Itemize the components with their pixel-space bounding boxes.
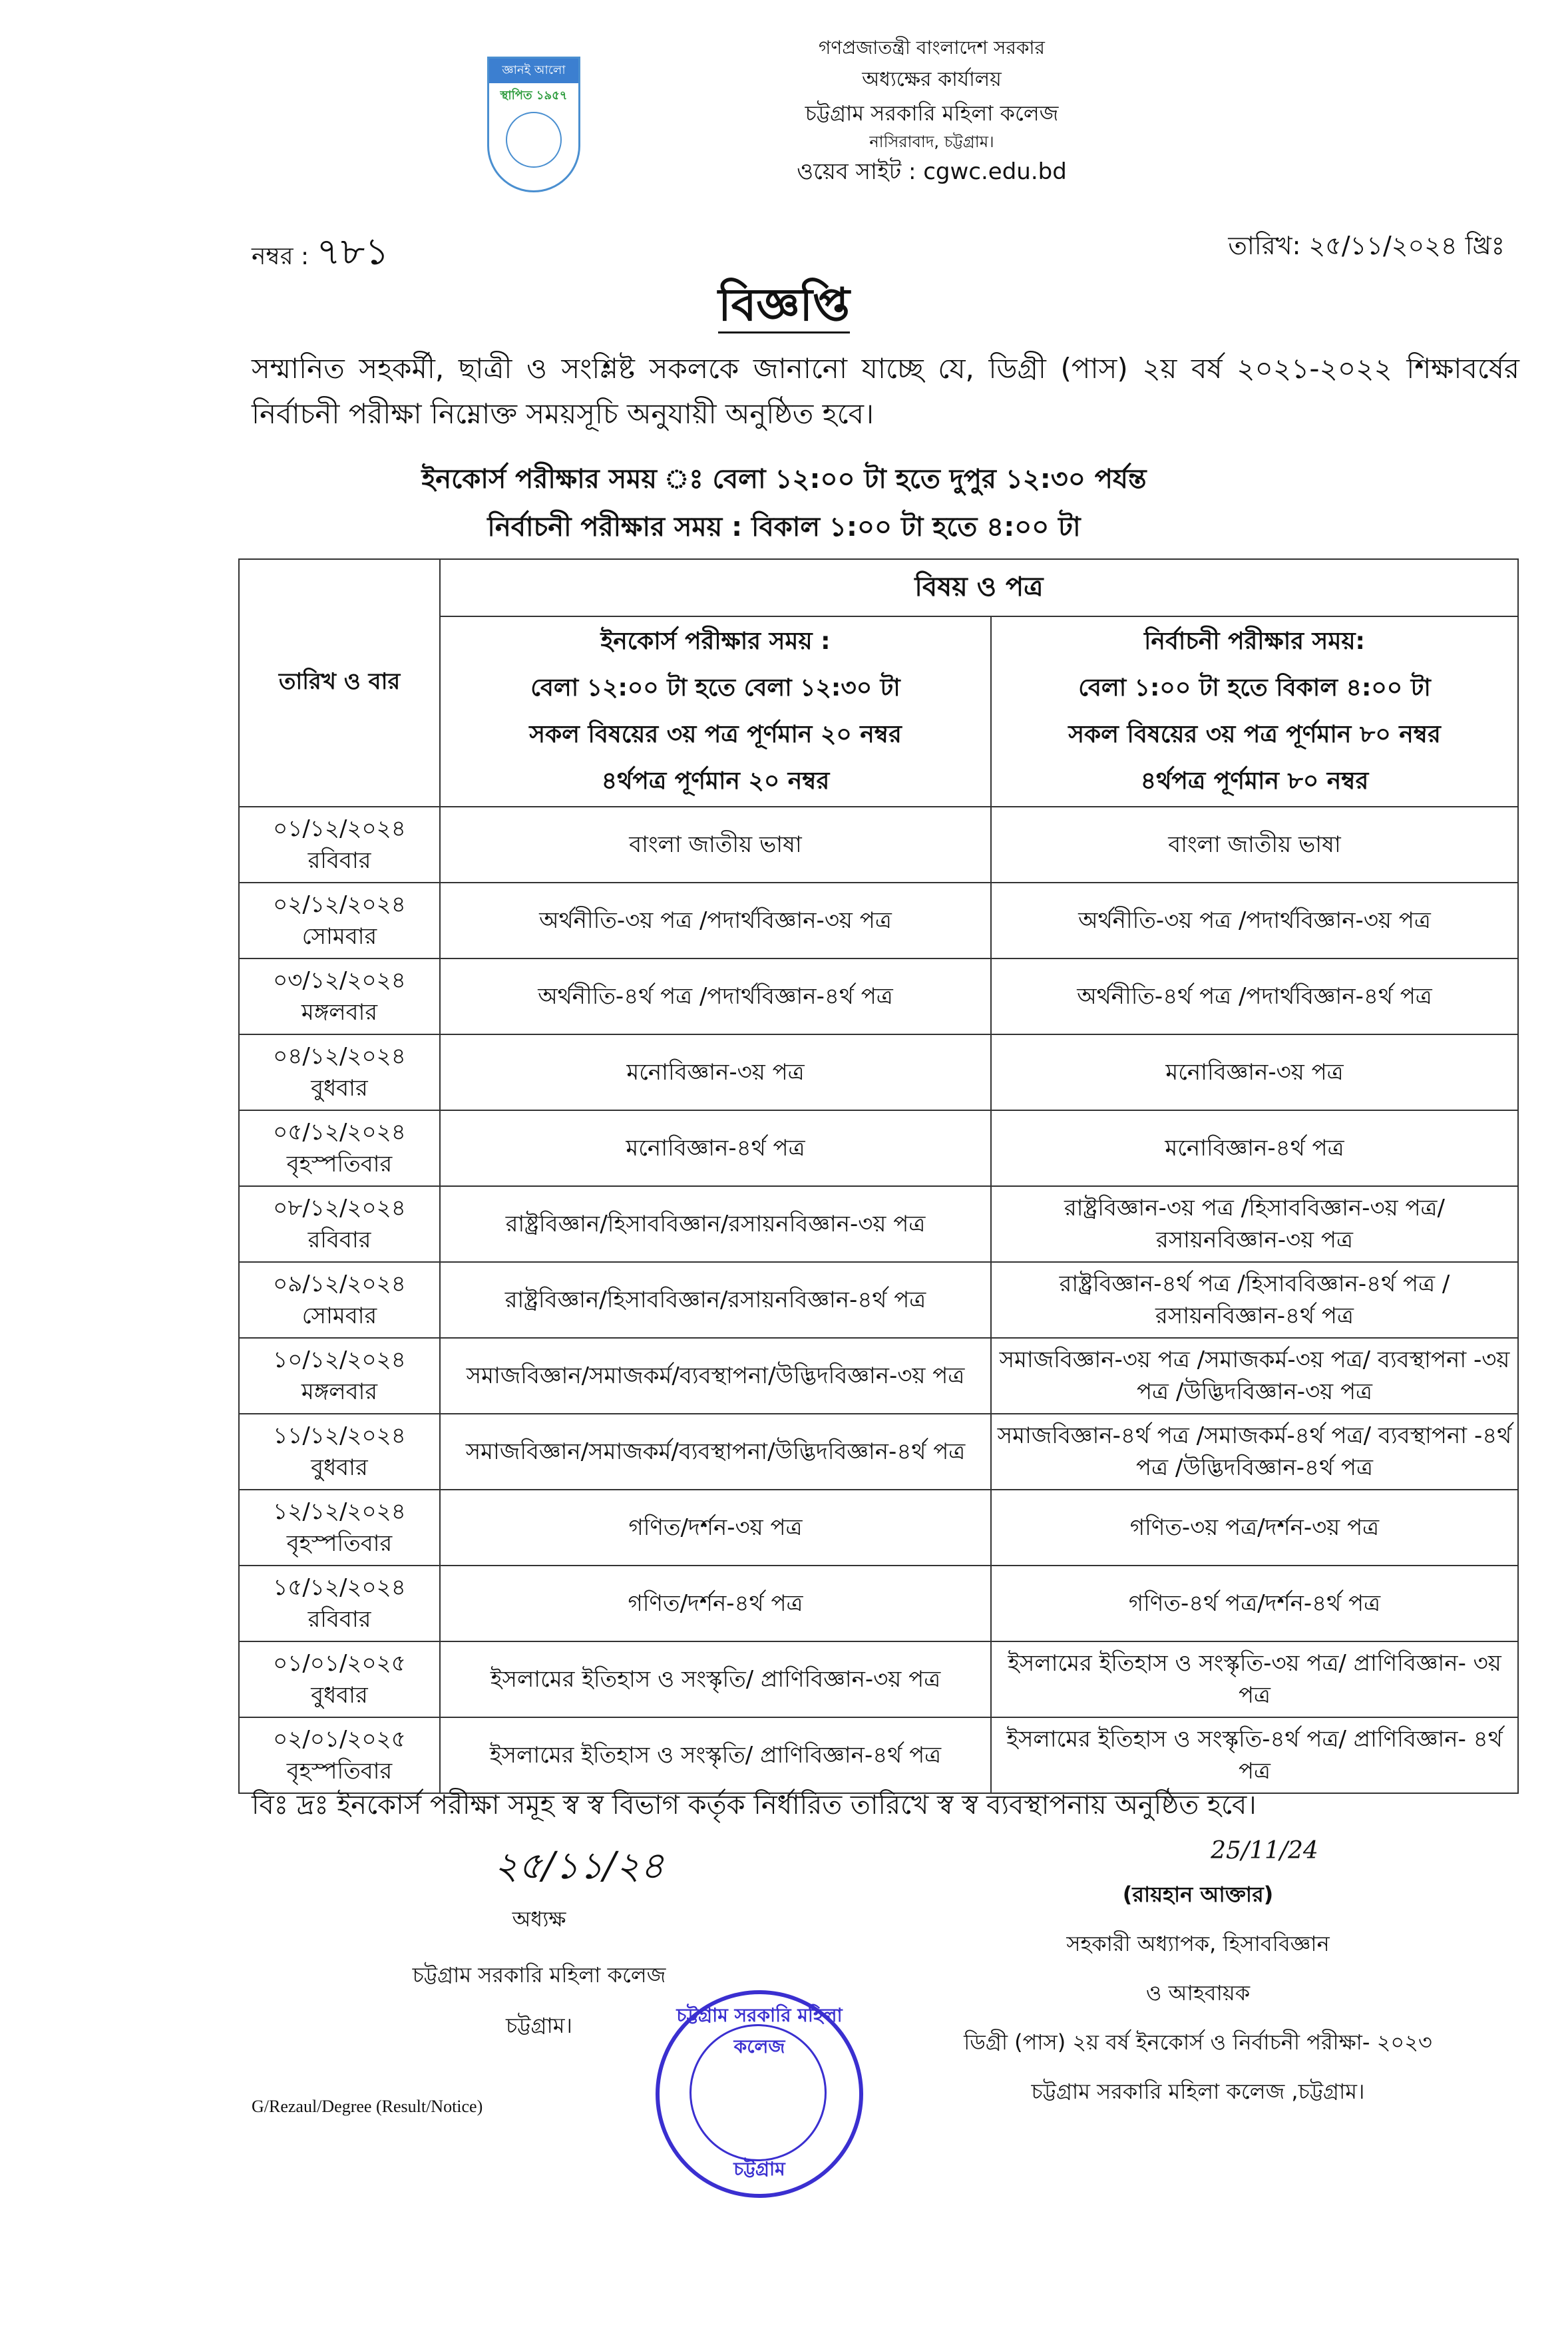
table-row — [239, 1034, 1518, 1110]
convener-committee: ডিগ্রী (পাস) ২য় বর্ষ ইনকোর্স ও নির্বাচনী পরীক্ষা- ২০২৩ — [964, 2029, 1432, 2055]
exam-date: ০২/১২/২০২৪ — [273, 891, 406, 918]
incourse-head-line: ইনকোর্স পরীক্ষার সময় : — [600, 628, 831, 655]
incourse-subject: অর্থনীতি-৪র্থ পত্র /পদার্থবিজ্ঞান-৪র্থ পত্র — [440, 958, 991, 1034]
exam-date: ০২/০১/২০২৫ — [273, 1726, 406, 1753]
date-cell — [239, 1717, 440, 1793]
incourse-subject: মনোবিজ্ঞান-৩য় পত্র — [440, 1034, 991, 1110]
exam-day: মঙ্গলবার — [301, 999, 378, 1026]
convener-designation: সহকারী অধ্যাপক, হিসাববিজ্ঞান — [1066, 1931, 1330, 1956]
incourse-subject: রাষ্ট্রবিজ্ঞান/হিসাববিজ্ঞান/রসায়নবিজ্ঞান-৩য় পত্র — [440, 1186, 991, 1262]
table-row — [239, 1490, 1518, 1566]
exam-date: ১৫/১২/২০২৪ — [273, 1574, 406, 1601]
exam-day: বৃহস্পতিবার — [286, 1151, 393, 1177]
date-cell — [239, 1034, 440, 1110]
table-row — [239, 1110, 1518, 1186]
exam-date: ০৪/১২/২০২৪ — [273, 1043, 406, 1070]
principal-signature-date: ২৫/১১/২৪ — [494, 1844, 664, 1888]
selection-subject: গণিত-৪র্থ পত্র/দর্শন-৪র্থ পত্র — [991, 1566, 1518, 1641]
incourse-subject: ইসলামের ইতিহাস ও সংস্কৃতি/ প্রাণিবিজ্ঞান-৪র্থ পত্র — [440, 1717, 991, 1793]
exam-day: রবিবার — [307, 1227, 371, 1253]
exam-day: রবিবার — [307, 1606, 371, 1633]
header-selection — [991, 616, 1518, 807]
selection-subject: মনোবিজ্ঞান-৩য় পত্র — [991, 1034, 1518, 1110]
office-name: অধ্যক্ষের কার্যালয় — [862, 68, 1002, 91]
table-row — [239, 1186, 1518, 1262]
exam-date: ০৫/১২/২০২৪ — [273, 1119, 406, 1146]
incourse-subject: মনোবিজ্ঞান-৪র্থ পত্র — [440, 1110, 991, 1186]
exam-date: ০৩/১২/২০২৪ — [273, 967, 406, 994]
exam-day: বুধবার — [311, 1454, 368, 1481]
convener-signature-block — [945, 1837, 1451, 2111]
college-logo — [487, 57, 580, 192]
selection-subject: বাংলা জাতীয় ভাষা — [991, 807, 1518, 883]
incourse-subject: অর্থনীতি-৩য় পত্র /পদার্থবিজ্ঞান-৩য় পত্র — [440, 883, 991, 958]
seal-bottom-text: চট্টগ্রাম — [733, 2158, 785, 2180]
header-incourse — [440, 616, 991, 807]
exam-date: ১০/১২/২০২৪ — [273, 1347, 406, 1373]
exam-day: রবিবার — [307, 847, 371, 874]
table-row — [239, 807, 1518, 883]
convener-college: চট্টগ্রাম সরকারি মহিলা কলেজ ,চট্টগ্রাম। — [1031, 2079, 1365, 2104]
footnote: বিঃ দ্রঃ ইনকোর্স পরীক্ষা সমূহ স্ব স্ব বিভাগ কর্তৃক নির্ধারিত তারিখে স্ব স্ব ব্যবস্থাপনায় অনুষ্ঠিত হবে। — [252, 1790, 1257, 1820]
date-cell — [239, 1110, 440, 1186]
convener-role: ও আহবায়ক — [1145, 1980, 1251, 2006]
date-cell — [239, 883, 440, 958]
exam-date: ০৮/১২/২০২৪ — [273, 1195, 406, 1221]
table-row — [239, 883, 1518, 958]
exam-day: বুধবার — [311, 1682, 368, 1709]
memo-label: নম্বর : — [252, 243, 309, 270]
selection-head-line: বেলা ১:০০ টা হতে বিকাল ৪:০০ টা — [1078, 674, 1431, 702]
incourse-time: ইনকোর্স পরীক্ষার সময় ঃ বেলা ১২:০০ টা হতে দুপুর ১২:৩০ পর্যন্ত — [421, 464, 1147, 495]
date-cell — [239, 958, 440, 1034]
incourse-head-line: সকল বিষয়ের ৩য় পত্র পূর্ণমান ২০ নম্বর — [529, 721, 902, 748]
notice-date: তারিখ: ২৫/১১/২০২৪ খ্রিঃ — [1228, 231, 1505, 260]
date-cell — [239, 1414, 440, 1490]
header-date-day: তারিখ ও বার — [239, 559, 440, 807]
exam-date: ০১/১২/২০২৪ — [273, 815, 406, 842]
selection-subject: গণিত-৩য় পত্র/দর্শন-৩য় পত্র — [991, 1490, 1518, 1566]
college-website: ওয়েব সাইট : cgwc.edu.bd — [797, 158, 1067, 185]
principal-city: চট্টগ্রাম। — [506, 2013, 572, 2038]
date-cell — [239, 1490, 440, 1566]
logo-emblem — [506, 112, 562, 168]
selection-head-line: সকল বিষয়ের ৩য় পত্র পূর্ণমান ৮০ নম্বর — [1068, 721, 1441, 748]
selection-subject: অর্থনীতি-৩য় পত্র /পদার্থবিজ্ঞান-৩য় পত্র — [991, 883, 1518, 958]
header-subject: বিষয় ও পত্র — [440, 559, 1518, 616]
incourse-subject: সমাজবিজ্ঞান/সমাজকর্ম/ব্যবস্থাপনা/উদ্ভিদবিজ্ঞান-৩য় পত্র — [440, 1338, 991, 1414]
principal-signature-block — [373, 1837, 705, 2045]
table-row — [239, 1414, 1518, 1490]
incourse-head-line: ৪র্থপত্র পূর্ণমান ২০ নম্বর — [601, 767, 830, 795]
incourse-subject: ইসলামের ইতিহাস ও সংস্কৃতি/ প্রাণিবিজ্ঞান-৩য় পত্র — [440, 1641, 991, 1717]
selection-subject: ইসলামের ইতিহাস ও সংস্কৃতি-৪র্থ পত্র/ প্রাণিবিজ্ঞান- ৪র্থ পত্র — [991, 1717, 1518, 1793]
exam-date: ০৯/১২/২০২৪ — [273, 1271, 406, 1297]
seal-top-text: চট্টগ্রাম সরকারি মহিলা কলেজ — [676, 2004, 843, 2057]
principal-college: চট্টগ্রাম সরকারি মহিলা কলেজ — [412, 1962, 666, 1988]
table-row — [239, 958, 1518, 1034]
table-row — [239, 1566, 1518, 1641]
incourse-subject: সমাজবিজ্ঞান/সমাজকর্ম/ব্যবস্থাপনা/উদ্ভিদবিজ্ঞান-৪র্থ পত্র — [440, 1414, 991, 1490]
college-seal — [656, 1990, 863, 2198]
selection-subject: ইসলামের ইতিহাস ও সংস্কৃতি-৩য় পত্র/ প্রাণিবিজ্ঞান- ৩য় পত্র — [991, 1641, 1518, 1717]
selection-subject: সমাজবিজ্ঞান-৩য় পত্র /সমাজকর্ম-৩য় পত্র/ ব্যবস্থাপনা -৩য় পত্র /উদ্ভিদবিজ্ঞান-৩য় পত্র — [991, 1338, 1518, 1414]
convener-signature-date: 25/11/24 — [1211, 1837, 1318, 1864]
exam-day: সোমবার — [301, 923, 377, 950]
exam-day: বুধবার — [311, 1075, 368, 1102]
date-cell — [239, 1338, 440, 1414]
logo-motto: জ্ঞানই আলো — [489, 59, 578, 83]
exam-day: মঙ্গলবার — [301, 1379, 378, 1405]
seal-emblem — [689, 2024, 827, 2161]
selection-subject: রাষ্ট্রবিজ্ঞান-৩য় পত্র /হিসাববিজ্ঞান-৩য় পত্র/ রসায়নবিজ্ঞান-৩য় পত্র — [991, 1186, 1518, 1262]
date-cell — [239, 1641, 440, 1717]
exam-date: ০১/০১/২০২৫ — [273, 1650, 406, 1677]
exam-date: ১১/১২/২০২৪ — [273, 1422, 406, 1449]
notice-title-text: বিজ্ঞপ্তি — [718, 279, 850, 333]
incourse-subject: গণিত/দর্শন-৪র্থ পত্র — [440, 1566, 991, 1641]
incourse-subject: রাষ্ট্রবিজ্ঞান/হিসাববিজ্ঞান/রসায়নবিজ্ঞান-৪র্থ পত্র — [440, 1262, 991, 1338]
exam-date: ১২/১২/২০২৪ — [273, 1498, 406, 1525]
table-row — [239, 1338, 1518, 1414]
incourse-subject: বাংলা জাতীয় ভাষা — [440, 807, 991, 883]
selection-time: নির্বাচনী পরীক্ষার সময় : বিকাল ১:০০ টা হতে ৪:০০ টা — [487, 512, 1081, 542]
logo-established: স্থাপিত ১৯৫৭ — [500, 89, 568, 103]
memo-value: ৭৮১ — [316, 230, 389, 274]
government-name: গণপ্রজাতন্ত্রী বাংলাদেশ সরকার — [819, 37, 1045, 59]
table-row — [239, 1641, 1518, 1717]
selection-head-line: নির্বাচনী পরীক্ষার সময়: — [1144, 628, 1365, 655]
college-name: চট্টগ্রাম সরকারি মহিলা কলেজ — [805, 101, 1059, 126]
notice-title — [0, 270, 1568, 345]
exam-schedule-table — [238, 558, 1519, 1794]
selection-subject: অর্থনীতি-৪র্থ পত্র /পদার্থবিজ্ঞান-৪র্থ পত্র — [991, 958, 1518, 1034]
convener-name: (রায়হান আক্তার) — [1122, 1882, 1274, 1907]
table-row — [239, 1262, 1518, 1338]
incourse-subject: গণিত/দর্শন-৩য় পত্র — [440, 1490, 991, 1566]
selection-head-line: ৪র্থপত্র পূর্ণমান ৮০ নম্বর — [1140, 767, 1369, 795]
table-row — [239, 1717, 1518, 1793]
selection-subject: রাষ্ট্রবিজ্ঞান-৪র্থ পত্র /হিসাববিজ্ঞান-৪র্থ পত্র /রসায়নবিজ্ঞান-৪র্থ পত্র — [991, 1262, 1518, 1338]
date-cell — [239, 1262, 440, 1338]
exam-day: বৃহস্পতিবার — [286, 1758, 393, 1785]
exam-day: সোমবার — [301, 1303, 377, 1329]
date-cell — [239, 1186, 440, 1262]
selection-subject: মনোবিজ্ঞান-৪র্থ পত্র — [991, 1110, 1518, 1186]
college-address: নাসিরাবাদ, চট্টগ্রাম। — [869, 132, 994, 151]
intro-paragraph: সম্মানিত সহকর্মী, ছাত্রী ও সংশ্লিষ্ট সকলকে জানানো যাচ্ছে যে, ডিগ্রী (পাস) ২য় বর্ষ ২০২১-২০২২ শিক্ষাবর্ষের নির্বাচনী পরীক্ষা নিম্নোক্ত সময়সূচি অনুযায়ী অনুষ্ঠিত হবে। — [252, 352, 1519, 430]
date-cell — [239, 1566, 440, 1641]
selection-subject: সমাজবিজ্ঞান-৪র্থ পত্র /সমাজকর্ম-৪র্থ পত্র/ ব্যবস্থাপনা -৪র্থ পত্র /উদ্ভিদবিজ্ঞান-৪র্থ পত্র — [991, 1414, 1518, 1490]
principal-title: অধ্যক্ষ — [512, 1906, 566, 1932]
incourse-head-line: বেলা ১২:০০ টা হতে বেলা ১২:৩০ টা — [530, 674, 900, 702]
exam-day: বৃহস্পতিবার — [286, 1530, 393, 1557]
reference-code: G/Rezaul/Degree (Result/Notice) — [252, 2097, 483, 2116]
date-cell — [239, 807, 440, 883]
